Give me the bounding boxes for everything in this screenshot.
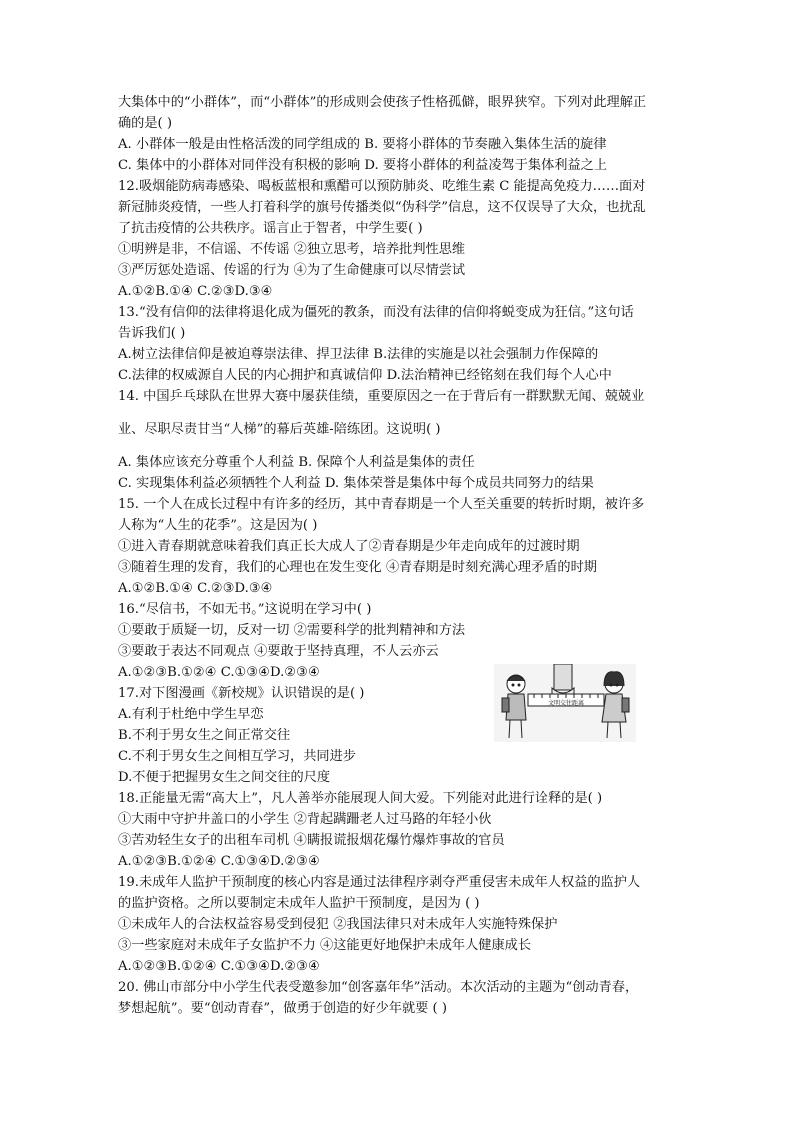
text-line: ①进入青春期就意味着我们真正长大成人了②青春期是少年走向成年的过渡时期 (118, 539, 580, 554)
text-line: ③苦劝轻生女子的出租车司机 ④瞒报谎报烟花爆竹爆炸事故的官员 (118, 833, 505, 848)
question-18-stem: 18.正能量无需“高大上”，凡人善举亦能展现人间大爱。下列能对此进行诠释的是( ) (118, 791, 603, 806)
answer-options: A.①②B.①④ C.②③D.③④ (118, 581, 273, 596)
question-14-stem: 14. 中国乒乓球队在世界大赛中屡获佳绩，重要原因之一在于背后有一群默默无闻、兢兢业 (118, 389, 645, 404)
spacer (118, 440, 683, 452)
question-16-stem: 16.“尽信书，不如无书。”这说明在学习中( ) (118, 602, 372, 617)
text-line: ③一些家庭对未成年子女监护不力 ④这能更好地保护未成年人健康成长 (118, 938, 532, 953)
question-12-stem: 12.吸烟能防病毒感染、喝板蓝根和熏醋可以预防肺炎、吃维生素 C 能提高免疫力……面对 (118, 179, 646, 194)
text-line: 新冠肺炎疫情，一些人打着科学的旗号传播类似“伪科学”信息，这不仅误导了大众，也扰乱 (118, 200, 646, 215)
text-line: ①要敢于质疑一切，反对一切 ②需要科学的批判精神和方法 (118, 623, 466, 638)
spacer (118, 407, 683, 419)
text-line: C. 集体中的小群体对同伴没有积极的影响 D. 要将小群体的利益凌驾于集体利益之上 (118, 158, 608, 173)
text-line: ③随着生理的发育，我们的心理也在发生变化 ④青春期是时刻充满心理矛盾的时期 (118, 560, 597, 575)
text-line: 人称为“人生的花季”。这是因为( ) (118, 518, 318, 533)
text-line: A. 小群体一般是由性格活泼的同学组成的 B. 要将小群体的节奏融入集体生活的旋律 (118, 137, 607, 152)
text-line: A.树立法律信仰是被迫尊崇法律、捍卫法律 B.法律的实施是以社会强制力作保障的 (118, 347, 599, 362)
text-line: 告诉我们( ) (118, 326, 186, 341)
text-line: ①明辨是非，不信谣、不传谣 ②独立思考，培养批判性思维 (118, 242, 466, 257)
text-line: 大集体中的“小群体”，而“小群体”的形成则会使孩子性格孤僻，眼界狭窄。下列对此理解正 (118, 95, 647, 110)
text-line: 的监护资格。之所以要制定未成年人监护干预制度，是因为 ( ) (118, 896, 480, 911)
text-line: 业、尽职尽责甘当“人梯”的幕后英雄-陪练团。这说明( ) (118, 422, 441, 437)
text-line: A.有利于杜绝中学生早恋 (118, 707, 264, 722)
question-13-stem: 13.“没有信仰的法律将退化成为僵死的教条，而没有法律的信仰将蜕变成为狂信。”这句话 (118, 305, 634, 320)
text-line: C. 实现集体利益必须牺牲个人利益 D. 集体荣誉是集体中每个成员共同努力的结果 (118, 476, 594, 491)
answer-options: A.①②③B.①②④ C.①③④D.②③④ (118, 665, 320, 680)
question-15-stem: 15. 一个人在成长过程中有许多的经历，其中青春期是一个人至关重要的转折时期，被许多 (118, 497, 645, 512)
text-line: 了抗击疫情的公共秩序。谣言止于智者，中学生要( ) (118, 221, 423, 236)
question-19-stem: 19.未成年人监护干预制度的核心内容是通过法律程序剥夺严重侵害未成年人权益的监护人 (118, 875, 641, 890)
answer-options: A.①②③B.①②④ C.①③④D.②③④ (118, 959, 320, 974)
question-20-stem: 20. 佛山市部分中小学生代表受邀参加“创客嘉年华”活动。本次活动的主题为“创动青春， (118, 980, 639, 995)
text-line: ③要敢于表达不同观点 ④要敢于坚持真理，不人云亦云 (118, 644, 439, 659)
new-school-rules-cartoon (494, 664, 636, 742)
text-line: 确的是( ) (118, 116, 173, 131)
answer-options: A.①②③B.①②④ C.①③④D.②③④ (118, 854, 320, 869)
exam-page (118, 92, 683, 1019)
text-line: D.不便于把握男女生之间交往的尺度 (118, 770, 331, 785)
text-line: ①未成年人的合法权益容易受到侵犯 ②我国法律只对未成年人实施特殊保护 (118, 917, 558, 932)
ruler-sign-text: 文明交往距离 (547, 700, 585, 707)
text-line: ①大雨中守护井盖口的小学生 ②背起蹒跚老人过马路的年轻小伙 (118, 812, 492, 827)
text-line: C.法律的权威源自人民的内心拥护和真诚信仰 D.法治精神已经铭刻在我们每个人心中 (118, 368, 612, 383)
text-line: 梦想起航”。要“创动青春”，做勇于创造的好少年就要 ( ) (118, 1001, 448, 1016)
text-line: B.不利于男女生之间正常交往 (118, 728, 291, 743)
question-17-stem: 17.对下图漫画《新校规》认识错误的是( ) (118, 686, 365, 701)
answer-options: A.①②B.①④ C.②③D.③④ (118, 284, 273, 299)
text-line: C.不利于男女生之间相互学习，共同进步 (118, 749, 356, 764)
text-line: ③严厉惩处造谣、传谣的行为 ④为了生命健康可以尽情尝试 (118, 263, 466, 278)
text-line: A. 集体应该充分尊重个人利益 B. 保障个人利益是集体的责任 (118, 455, 475, 470)
